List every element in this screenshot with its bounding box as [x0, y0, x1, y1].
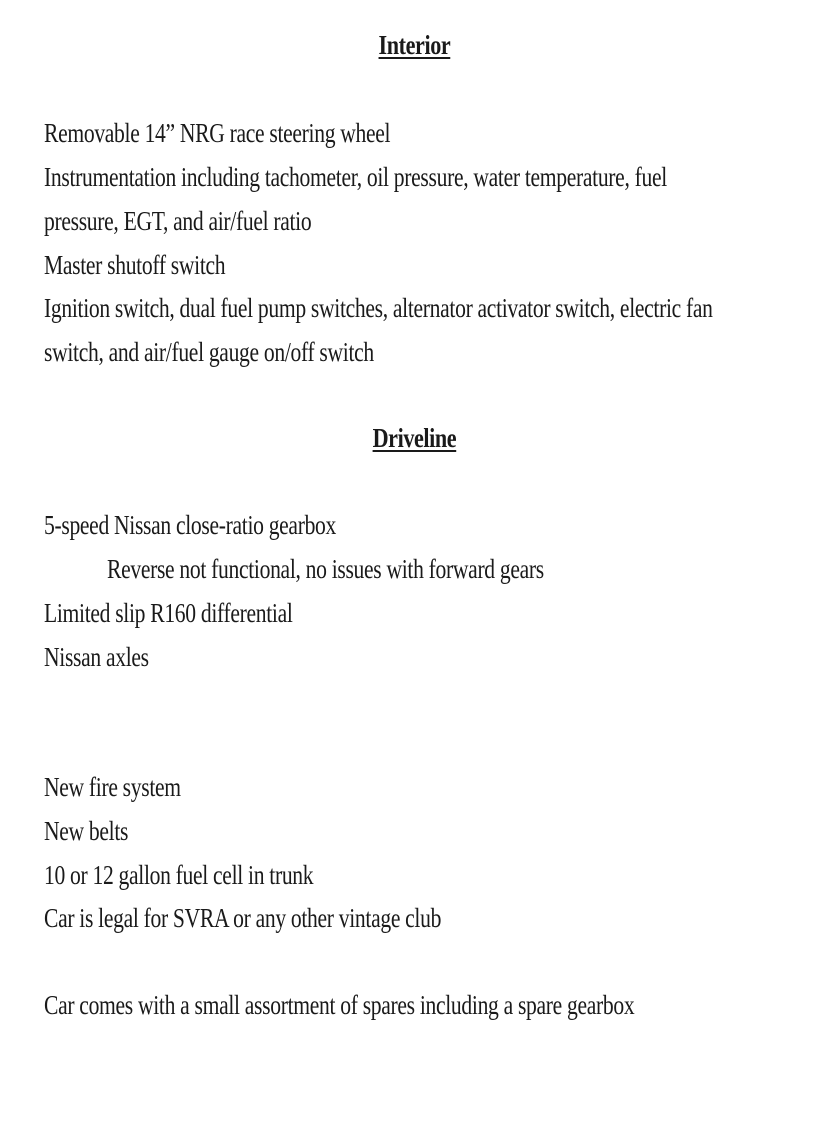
interior-heading: Interior	[378, 30, 451, 60]
interior-line-ignition-switches: Ignition switch, dual fuel pump switches, alternator activator switch, electric fan	[44, 293, 713, 323]
other-line-svra-legal: Car is legal for SVRA or any other vintage club	[44, 903, 442, 933]
other-line-fuel-cell: 10 or 12 gallon fuel cell in trunk	[44, 860, 314, 890]
interior-line-ignition-switches-cont: switch, and air/fuel gauge on/off switch	[44, 337, 374, 367]
interior-line-instrumentation: Instrumentation including tachometer, oil pressure, water temperature, fuel	[44, 162, 667, 192]
driveline-heading: Driveline	[372, 423, 457, 453]
closing-line-spares: Car comes with a small assortment of spares including a spare gearbox	[44, 990, 635, 1020]
interior-line-master-switch: Master shutoff switch	[44, 250, 226, 280]
driveline-line-reverse-note: Reverse not functional, no issues with forward gears	[107, 554, 544, 584]
driveline-line-differential: Limited slip R160 differential	[44, 598, 293, 628]
interior-line-instrumentation-cont: pressure, EGT, and air/fuel ratio	[44, 206, 312, 236]
other-line-fire-system: New fire system	[44, 772, 181, 802]
other-line-belts: New belts	[44, 816, 129, 846]
driveline-line-axles: Nissan axles	[44, 642, 149, 672]
driveline-line-gearbox: 5-speed Nissan close-ratio gearbox	[44, 510, 337, 540]
interior-line-steering-wheel: Removable 14” NRG race steering wheel	[44, 118, 391, 148]
